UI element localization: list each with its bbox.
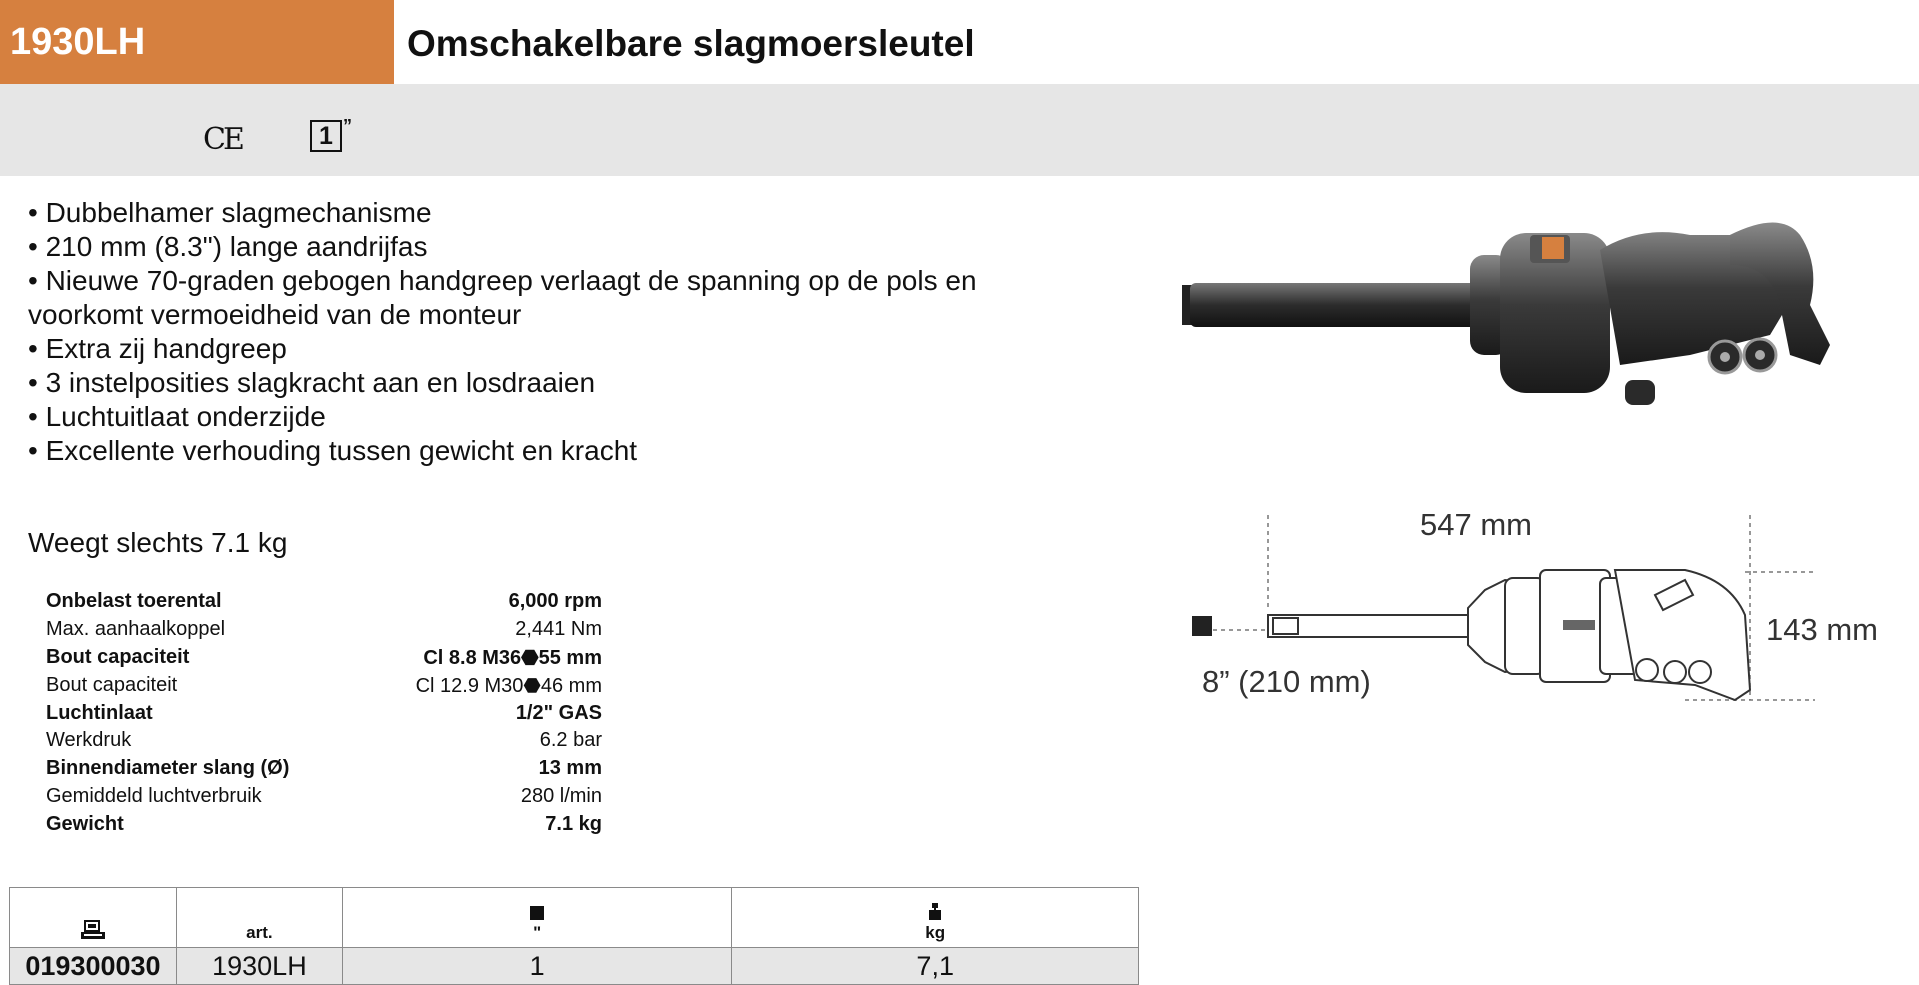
feature-item: • Dubbelhamer slagmechanisme (28, 197, 432, 228)
dim-length-label: 547 mm (1420, 507, 1532, 542)
feature-list (28, 196, 1088, 468)
spec-label: Gemiddeld luchtverbruik (46, 784, 262, 807)
header-bar (0, 0, 1919, 84)
spec-row (46, 699, 602, 727)
spec-value: 280 l/min (520, 784, 602, 807)
spec-label: Werkdruk (46, 729, 132, 752)
article-table (9, 887, 1139, 985)
header-drive (342, 888, 732, 948)
spec-label: Gewicht (46, 812, 124, 835)
cell-kg: 7,1 (732, 948, 1139, 985)
square-drive-icon (529, 905, 545, 921)
header-weight (732, 888, 1139, 948)
spec-row (46, 671, 602, 699)
impact-wrench-photo (1170, 195, 1850, 435)
spec-row (46, 616, 602, 644)
spec-row (46, 588, 602, 616)
feature-item: • Nieuwe 70-graden gebogen handgreep verlaagt de spanning op de pols en voorkomt vermoeidheid van de monteur (28, 265, 977, 330)
cell-art: 1930LH (176, 948, 342, 985)
spec-value: 1/2" GAS (515, 701, 602, 724)
product-title: Omschakelbare slagmoersleutel (407, 23, 975, 64)
spec-value: 2,441 Nm (515, 618, 602, 641)
weight-note: Weegt slechts 7.1 kg (28, 527, 288, 558)
spec-value: 7.1 kg (545, 812, 602, 835)
cell-code: 019300030 (10, 948, 177, 985)
dim-height-label: 143 mm (1766, 612, 1878, 647)
spec-row (46, 727, 602, 755)
spec-row (46, 810, 602, 838)
weight-icon (927, 903, 943, 921)
feature-item: • 3 instelposities slagkracht aan en losdraaien (28, 367, 596, 398)
ce-mark-icon: CE (203, 122, 242, 157)
spec-value: 13 mm (538, 757, 602, 780)
spec-value: Cl 12.9 M30⬣46 mm (415, 674, 602, 697)
spec-label: Bout capaciteit (46, 645, 190, 668)
spec-row (46, 783, 602, 811)
feature-item: • Extra zij handgreep (28, 333, 287, 364)
spec-label: Onbelast toerental (46, 590, 222, 613)
drive-size-value: 1 (310, 120, 342, 152)
spec-value: Cl 8.8 M36⬣55 mm (423, 646, 602, 669)
header-drive-unit: " (533, 923, 542, 942)
spec-value: 6,000 rpm (508, 590, 602, 613)
product-code: 1930LH (0, 0, 394, 84)
spec-label: Bout capaciteit (46, 673, 178, 696)
spec-value: 6.2 bar (539, 729, 602, 752)
header-art: art. (176, 888, 342, 948)
feature-item: • 210 mm (8.3") lange aandrijfas (28, 231, 428, 262)
spec-row (46, 644, 602, 672)
spec-label: Max. aanhaalkoppel (46, 618, 226, 641)
cell-drive: 1 (342, 948, 732, 985)
table-row (10, 948, 1139, 985)
icon-band (0, 84, 1919, 176)
header-weight-unit: kg (925, 923, 946, 942)
dim-shaft-label: 8” (210 mm) (1202, 664, 1371, 699)
feature-item: • Luchtuitlaat onderzijde (28, 401, 326, 432)
spec-table (46, 588, 602, 838)
spec-label: Binnendiameter slang (Ø) (46, 757, 290, 780)
feature-item: • Excellente verhouding tussen gewicht en kracht (28, 435, 638, 466)
spec-label: Luchtinlaat (46, 701, 153, 724)
header-code (10, 888, 177, 948)
drive-size-icon (310, 116, 352, 152)
barcode-icon (79, 919, 107, 941)
drive-size-unit: ” (343, 116, 352, 136)
spec-row (46, 755, 602, 783)
